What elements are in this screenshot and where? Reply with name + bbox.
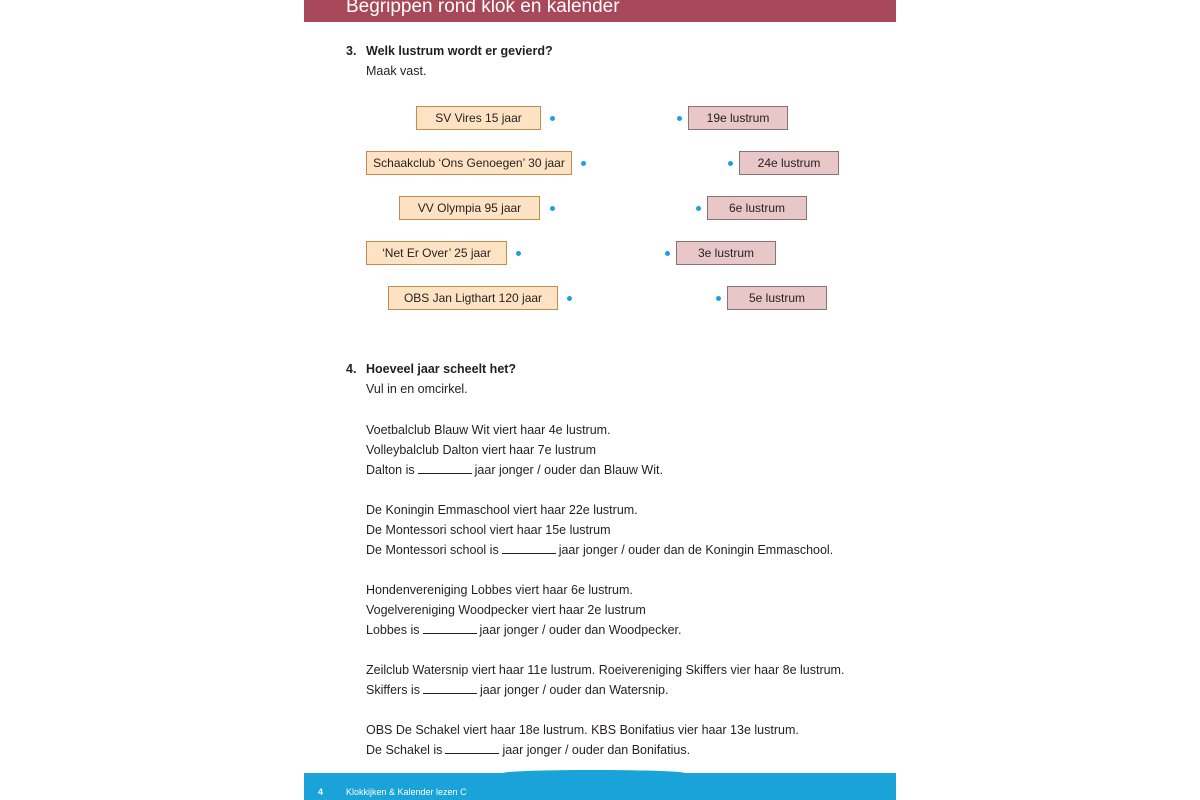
answer-line xyxy=(366,682,669,698)
match-left-item[interactable]: OBS Jan Ligthart 120 jaar xyxy=(388,286,558,310)
answer-line xyxy=(366,742,690,758)
question-4-instruction: Vul in en omcirkel. xyxy=(366,382,468,396)
question-3-title: Welk lustrum wordt er gevierd? xyxy=(366,44,553,58)
match-right-item[interactable]: 6e lustrum xyxy=(707,196,807,220)
page-number: 4 xyxy=(318,787,324,797)
match-left-item[interactable]: VV Olympia 95 jaar xyxy=(399,196,540,220)
answer-line xyxy=(366,542,833,558)
answer-suffix[interactable]: jaar jonger / ouder dan Blauw Wit. xyxy=(474,463,663,477)
exercise-line: De Koningin Emmaschool viert haar 22e lustrum. xyxy=(366,503,638,517)
answer-blank[interactable] xyxy=(502,543,556,554)
header-bar xyxy=(304,0,896,22)
exercise-line: Vogelvereniging Woodpecker viert haar 2e lustrum xyxy=(366,603,646,617)
question-4-title: Hoeveel jaar scheelt het? xyxy=(366,362,517,376)
match-left-item[interactable]: ‘Net Er Over’ 25 jaar xyxy=(366,241,507,265)
answer-blank[interactable] xyxy=(423,683,477,694)
answer-prefix: De Schakel is xyxy=(366,743,443,757)
answer-blank[interactable] xyxy=(445,743,499,754)
question-4-number: 4. xyxy=(346,362,357,376)
connector-dot[interactable] xyxy=(716,296,721,301)
connector-dot[interactable] xyxy=(550,116,555,121)
connector-dot[interactable] xyxy=(516,251,521,256)
connector-dot[interactable] xyxy=(550,206,555,211)
answer-line xyxy=(366,462,663,478)
match-left-item[interactable]: Schaakclub ‘Ons Genoegen’ 30 jaar xyxy=(366,151,572,175)
connector-dot[interactable] xyxy=(677,116,682,121)
worksheet-page xyxy=(304,0,896,800)
connector-dot[interactable] xyxy=(728,161,733,166)
answer-prefix: Lobbes is xyxy=(366,623,420,637)
match-right-item[interactable]: 5e lustrum xyxy=(727,286,827,310)
exercise-line: Volleybalclub Dalton viert haar 7e lustrum xyxy=(366,443,596,457)
exercise-line: Zeilclub Watersnip viert haar 11e lustrum. Roeivereniging Skiffers vier haar 8e lustrum. xyxy=(366,663,845,677)
answer-prefix: Skiffers is xyxy=(366,683,420,697)
exercise-line: OBS De Schakel viert haar 18e lustrum. KBS Bonifatius vier haar 13e lustrum. xyxy=(366,723,799,737)
match-left-item[interactable]: SV Vires 15 jaar xyxy=(416,106,541,130)
answer-suffix[interactable]: jaar jonger / ouder dan Bonifatius. xyxy=(502,743,691,757)
match-right-item[interactable]: 19e lustrum xyxy=(688,106,788,130)
answer-suffix[interactable]: jaar jonger / ouder dan Woodpecker. xyxy=(479,623,682,637)
question-3-number: 3. xyxy=(346,44,357,58)
match-right-item[interactable]: 24e lustrum xyxy=(739,151,839,175)
book-title: Klokkijken & Kalender lezen C xyxy=(346,787,467,797)
question-3-instruction: Maak vast. xyxy=(366,64,427,78)
answer-blank[interactable] xyxy=(418,463,472,474)
page-title: Begrippen rond klok en kalender xyxy=(346,0,620,17)
answer-prefix: De Montessori school is xyxy=(366,543,499,557)
exercise-line: Voetbalclub Blauw Wit viert haar 4e lustrum. xyxy=(366,423,611,437)
answer-blank[interactable] xyxy=(423,623,477,634)
exercise-line: De Montessori school viert haar 15e lustrum xyxy=(366,523,611,537)
answer-suffix[interactable]: jaar jonger / ouder dan de Koningin Emmaschool. xyxy=(558,543,834,557)
connector-dot[interactable] xyxy=(696,206,701,211)
answer-prefix: Dalton is xyxy=(366,463,415,477)
match-right-item[interactable]: 3e lustrum xyxy=(676,241,776,265)
answer-line xyxy=(366,622,682,638)
connector-dot[interactable] xyxy=(581,161,586,166)
answer-suffix[interactable]: jaar jonger / ouder dan Watersnip. xyxy=(479,683,669,697)
connector-dot[interactable] xyxy=(567,296,572,301)
connector-dot[interactable] xyxy=(665,251,670,256)
exercise-line: Hondenvereniging Lobbes viert haar 6e lustrum. xyxy=(366,583,633,597)
